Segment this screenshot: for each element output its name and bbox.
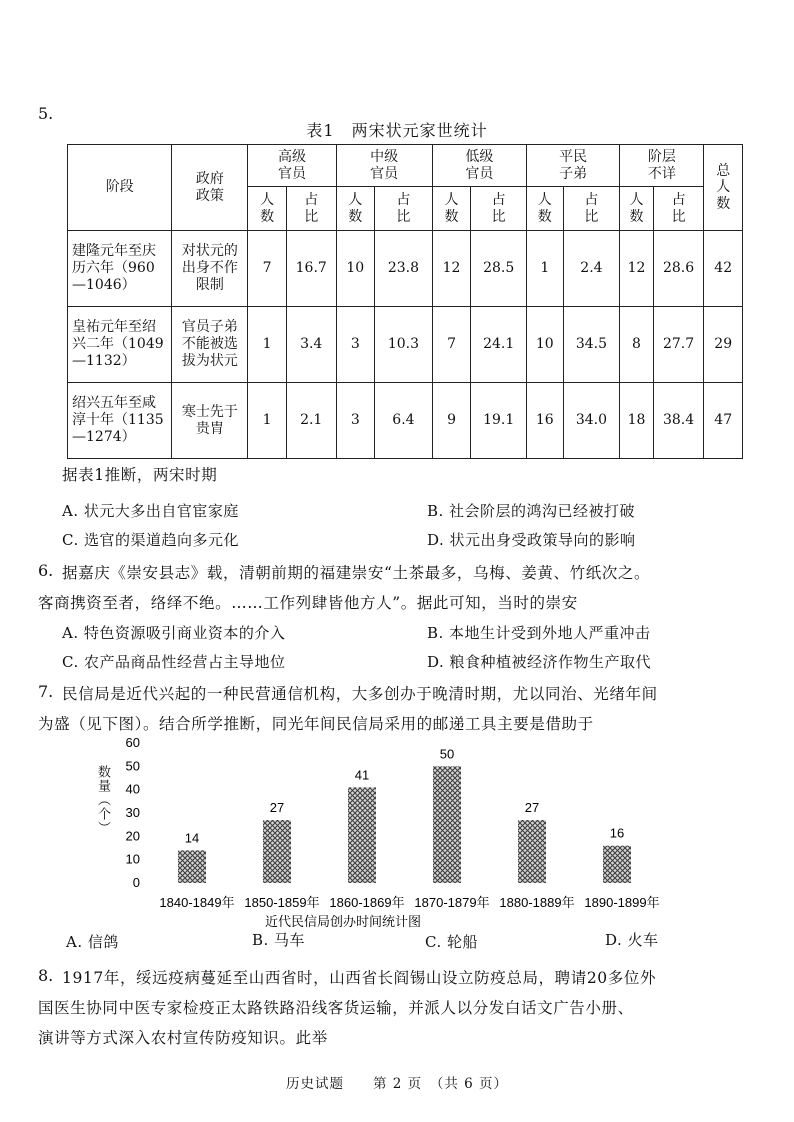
bar: [263, 820, 291, 883]
table-cell: 24.1: [471, 307, 527, 383]
header-count: 人数: [248, 187, 287, 231]
option-b: B. 本地生计受到外地人严重冲击: [427, 624, 651, 642]
table-cell: 12: [432, 231, 471, 307]
y-tick-label: 40: [125, 781, 140, 797]
stage-cell: 建隆元年至庆历六年（960—1046）: [68, 231, 172, 307]
table-cell: 12: [620, 231, 653, 307]
policy-cell: 官员子弟不能被选拔为状元: [172, 307, 248, 383]
question-6-stem-line2: 客商携资至者，络绎不绝。……工作列肆皆他方人”。据此可知，当时的崇安: [38, 594, 578, 612]
y-tick-label: 0: [132, 875, 140, 890]
header-policy: 政府政策: [172, 145, 248, 231]
bar: [603, 846, 631, 883]
y-tick-label: 30: [125, 805, 140, 820]
header-ratio: 占比: [286, 187, 336, 231]
question-7-stem-line1: 民信局是近代兴起的一种民营通信机构，大多创办于晚清时期，尤以同治、光绪年间: [62, 685, 658, 703]
question-7-number: 7.: [38, 682, 54, 701]
header-ratio: 占比: [653, 187, 704, 231]
bar-value-label: 27: [269, 800, 285, 815]
option-c: C. 农产品商品性经营占主导地位: [62, 653, 286, 671]
table-cell: 1: [248, 383, 287, 459]
header-group: 高级官员: [248, 145, 336, 187]
bar-value-label: 41: [354, 767, 370, 783]
bar: [433, 766, 461, 883]
question-5-stem: 据表1推断，两宋时期: [62, 466, 218, 484]
option-c: C. 轮船: [425, 933, 478, 951]
option-a: A. 特色资源吸引商业资本的介入: [62, 624, 286, 642]
table-cell: 42: [704, 231, 743, 307]
page-footer: 历史试题 第 2 页 （共 6 页）: [285, 1076, 509, 1092]
question-8-stem-line2: 国医生协同中医专家检疫正太路铁路沿线客货运输，并派人以分发白话文广告小册、: [38, 999, 634, 1017]
bar-value-label: 50: [439, 746, 455, 762]
table-cell: 18: [620, 383, 653, 459]
question-5-number: 5.: [38, 104, 54, 123]
option-b: B. 马车: [252, 931, 306, 949]
table-row: [68, 231, 743, 307]
option-d: D. 火车: [605, 931, 659, 949]
table-row: [68, 307, 743, 383]
table-cell: 7: [248, 231, 287, 307]
table-cell: 29: [704, 307, 743, 383]
option-a: A. 状元大多出自官宦家庭: [62, 502, 239, 520]
question-6-number: 6.: [38, 561, 54, 580]
post-office-founding-chart: [110, 733, 690, 931]
y-tick-label: 60: [125, 735, 140, 750]
x-tick-label: 1860-1869年: [329, 895, 405, 910]
table-cell: 10: [527, 307, 563, 383]
table-cell: 16.7: [286, 231, 336, 307]
bar: [178, 850, 206, 883]
header-count: 人数: [527, 187, 563, 231]
table-cell: 38.4: [653, 383, 704, 459]
header-count: 人数: [336, 187, 375, 231]
table-cell: 8: [620, 307, 653, 383]
bar-value-label: 16: [609, 825, 625, 841]
policy-cell: 对状元的出身不作限制: [172, 231, 248, 307]
question-6-stem-line1: 据嘉庆《崇安县志》载，清朝前期的福建崇安“土茶最多，乌梅、姜黄、竹纸次之。: [62, 564, 651, 582]
family-background-table: [67, 144, 743, 459]
header-group: 平民子弟: [527, 145, 620, 187]
table-cell: 1: [527, 231, 563, 307]
bar-value-label: 14: [184, 830, 200, 846]
x-tick-label: 1850-1859年: [244, 895, 320, 910]
question-7-stem-line2: 为盛（见下图）。结合所学推断，同光年间民信局采用的邮递工具主要是借助于: [38, 715, 594, 733]
header-ratio: 占比: [375, 187, 433, 231]
policy-cell: 寒士先于贵胄: [172, 383, 248, 459]
header-count: 人数: [620, 187, 653, 231]
table-cell: 2.4: [563, 231, 620, 307]
y-tick-label: 10: [125, 851, 140, 867]
option-a: A. 信鸽: [66, 933, 119, 951]
table-row: [68, 383, 743, 459]
table-cell: 10.3: [375, 307, 433, 383]
bar: [518, 820, 546, 883]
table-cell: 9: [432, 383, 471, 459]
table-cell: 28.6: [653, 231, 704, 307]
header-stage: 阶段: [68, 145, 172, 231]
table-cell: 16: [527, 383, 563, 459]
header-total: 总人数: [704, 145, 743, 231]
bar-value-label: 27: [524, 800, 540, 815]
header-ratio: 占比: [471, 187, 527, 231]
table-cell: 34.5: [563, 307, 620, 383]
header-group: 低级官员: [432, 145, 526, 187]
table-cell: 28.5: [471, 231, 527, 307]
x-tick-label: 1870-1879年: [414, 895, 490, 910]
option-b: B. 社会阶层的鸿沟已经被打破: [427, 502, 636, 520]
option-d: D. 粮食种植被经济作物生产取代: [427, 653, 652, 671]
table-cell: 7: [432, 307, 471, 383]
question-8-number: 8.: [38, 966, 54, 985]
option-c: C. 选官的渠道趋向多元化: [62, 531, 239, 549]
chart-title: 近代民信局创办时间统计图: [264, 914, 422, 929]
bar: [348, 787, 376, 883]
table-cell: 3: [336, 307, 375, 383]
stage-cell: 绍兴五年至咸淳十年（1135—1274）: [68, 383, 172, 459]
table-cell: 3: [336, 383, 375, 459]
table-cell: 3.4: [286, 307, 336, 383]
question-8-stem-line3: 演讲等方式深入农村宣传防疫知识。此举: [38, 1029, 328, 1047]
question-8-stem-line1: 1917年，绥远疫病蔓延至山西省时，山西省长阎锡山设立防疫总局，聘请20多位外: [62, 969, 657, 987]
y-tick-label: 50: [125, 758, 140, 774]
y-tick-label: 20: [125, 828, 140, 844]
table-cell: 23.8: [375, 231, 433, 307]
table-cell: 10: [336, 231, 375, 307]
header-count: 人数: [432, 187, 471, 231]
option-d: D. 状元出身受政策导向的影响: [427, 531, 636, 549]
table-cell: 34.0: [563, 383, 620, 459]
header-ratio: 占比: [563, 187, 620, 231]
y-axis-label-text: 数量（个）: [95, 765, 110, 835]
header-group: 中级官员: [336, 145, 432, 187]
table-cell: 47: [704, 383, 743, 459]
x-tick-label: 1890-1899年: [584, 895, 660, 910]
table-cell: 19.1: [471, 383, 527, 459]
table-title: 表1 两宋状元家世统计: [306, 121, 488, 140]
x-tick-label: 1840-1849年: [159, 895, 235, 910]
table-cell: 2.1: [286, 383, 336, 459]
table-cell: 1: [248, 307, 287, 383]
table-cell: 6.4: [375, 383, 433, 459]
x-tick-label: 1880-1889年: [499, 895, 575, 910]
stage-cell: 皇祐元年至绍兴二年（1049—1132）: [68, 307, 172, 383]
header-group: 阶层不详: [620, 145, 704, 187]
table-cell: 27.7: [653, 307, 704, 383]
